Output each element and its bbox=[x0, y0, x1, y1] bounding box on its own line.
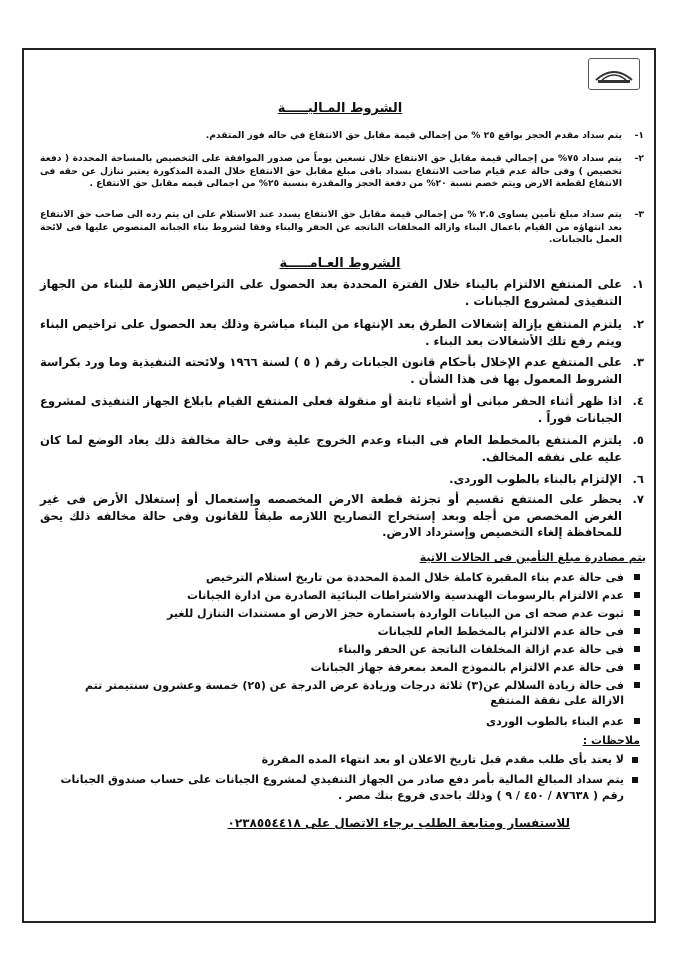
clause-number: ١- bbox=[634, 130, 644, 141]
general-clause-3 bbox=[40, 354, 644, 387]
forfeit-item bbox=[60, 606, 624, 621]
note-item bbox=[50, 752, 624, 768]
bullet-icon bbox=[632, 757, 638, 763]
forfeit-item-text: فى حالة عدم بناء المقبرة كاملة خلال المدة المحددة من تاريخ استلام الترخيص bbox=[205, 571, 624, 584]
forfeit-item bbox=[60, 678, 624, 708]
bullet-icon bbox=[634, 574, 640, 580]
clause-text: يحظر على المنتفع تقسيم أو تجزئة قطعة الارض المخصصه وإستعمال أو إستغلال الأرض فى غير الغرض المخصص من أجله وبعد إستخراج التصاريح اللازمه طبقاً للقانون وفى حالة مخالفه ذلك يحق للمحافظة إلغاء التخصيص وإسترداد الارض. bbox=[40, 492, 622, 539]
note-text: يتم سداد المبالغ المالية بأمر دفع صادر من الجهاز التنفيذي لمشروع الجبانات على حساب صندوق الجبانات رقم ( ٨٧٦٣٨ / ٤٥٠ / ٩ ) وذلك باحدى فروع بنك مصر . bbox=[60, 773, 624, 802]
forfeit-item bbox=[60, 714, 624, 729]
forfeit-item-text: عدم الالتزام بالرسومات الهندسية والاشتراطات البنائية الصادرة من ادارة الجبانات bbox=[187, 589, 624, 602]
notes-title: ملاحظات : bbox=[582, 734, 640, 747]
clause-number: ٣- bbox=[634, 209, 644, 220]
general-clause-7 bbox=[40, 491, 644, 541]
bullet-icon bbox=[634, 610, 640, 616]
forfeit-item-text: فى حالة زيادة السلالم عن(٣) ثلاثة درجات وزيادة عرض الدرجة عن (٢٥) خمسة وعشرون سنتيمتر تتم الازالة على نفقة المنتفع bbox=[85, 679, 624, 707]
general-clause-5 bbox=[40, 432, 644, 465]
financial-clause-2 bbox=[40, 153, 644, 191]
forfeit-title: يتم مصادرة مبلغ التأمين فى الحالات الاتية bbox=[419, 551, 646, 564]
clause-number: ٣. bbox=[632, 355, 644, 369]
bullet-icon bbox=[634, 718, 640, 724]
bullet-icon bbox=[634, 664, 640, 670]
forfeit-item bbox=[60, 642, 624, 657]
clause-text: الإلتزام بالبناء بالطوب الوردى. bbox=[449, 472, 622, 486]
clause-number: ٧. bbox=[632, 492, 644, 506]
forfeit-item bbox=[60, 570, 624, 585]
forfeit-item-text: عدم البناء بالطوب الوردى bbox=[486, 715, 624, 728]
clause-text: يلتزم المنتفع بالمخطط العام فى البناء وعدم الخروج علية وفى حالة مخالفة ذلك يعاد الوضع لما كان عليه على نفقه المخالف. bbox=[40, 433, 622, 464]
general-clause-4 bbox=[40, 393, 644, 426]
forfeit-item-text: فى حالة عدم الالتزام بالنموذج المعد بمعرفة جهاز الجبانات bbox=[310, 661, 624, 674]
clause-number: ٥. bbox=[632, 433, 644, 447]
clause-number: ١. bbox=[632, 277, 644, 291]
general-clause-2 bbox=[40, 316, 644, 349]
general-clause-1 bbox=[40, 276, 644, 309]
clause-text: على المنتفع عدم الإخلال بأحكام قانون الجبانات رقم ( ٥ ) لسنة ١٩٦٦ ولائحته التنفيذية وما ورد بكراسة الشروط المعمول بها فى هذا الشأن . bbox=[40, 355, 622, 386]
contact-footer: للاستفسار ومتابعة الطلب برجاء الاتصال على ٠٢٣٨٥٥٤٤١٨ bbox=[227, 816, 570, 830]
forfeit-item-text: فى حالة عدم ازالة المخلفات الناتجة عن الحفر والبناء bbox=[338, 643, 624, 656]
bullet-icon bbox=[634, 682, 640, 688]
logo-emblem-icon bbox=[592, 62, 636, 86]
clause-text: يلتزم المنتفع بإزالة إشغالات الطرق بعد الإنتهاء من البناء مباشرة وذلك بعد الحصول على تراخيص البناء ويتم رفع تلك الأشغالات بعد البناء . bbox=[40, 317, 622, 348]
general-terms-title: الشروط العـامـــــة bbox=[279, 256, 401, 271]
clause-number: ٢. bbox=[632, 317, 644, 331]
bullet-icon bbox=[634, 628, 640, 634]
financial-clause-3 bbox=[40, 209, 644, 247]
clause-text: على المنتفع الالتزام بالبناء خلال الفترة المحددة بعد الحصول على التراخيص اللازمة للبناء من الجهاز التنفيذى لمشروع الجبانات . bbox=[40, 277, 622, 308]
general-clause-6 bbox=[40, 471, 644, 488]
clause-text: يتم سداد مبلغ تأمين يساوى ٢.٥ % من إجمالي قيمة مقابل حق الانتفاع يسدد عند الاستلام على ان يتم رده الى صاحب حق الانتفاع بعد انتهاؤه من القيام باعمال البناء وازاله المخلفات الناتجه عن الحفر والبناء وفقا لشروط بناء الجبانه المنصوص عليها فى لائحة العمل بالجبانات. bbox=[40, 209, 622, 246]
clause-number: ٤. bbox=[632, 394, 644, 408]
forfeit-item-text: فى حالة عدم الالتزام بالمخطط العام للجبانات bbox=[377, 625, 624, 638]
forfeit-item bbox=[60, 624, 624, 639]
clause-text: يتم سداد مقدم الحجز بواقع ٢٥ % من إجمالي قيمة مقابل حق الانتفاع في حاله فوز المتقدم. bbox=[205, 130, 622, 141]
clause-text: يتم سداد ٧٥% من إجمالي قيمة مقابل حق الانتفاع خلال تسعين يوماً من صدور الموافقة على التخصيص بالمساحة المحددة ( دفعة تخصيص ) وفى حالة عدم قيام صاحب الانتفاع بسداد باقى مبلغ مقابل حق الانتفاع خلال المدة المذكورة يعتبر تنازل عن حقه فى الانتفاع لقطعة الارض ويتم خصم نسبة ٢٠% من دفعة الحجز والمقدرة بنسبة ٢٥% من اجمالى قيمه مقابل حق الانتفاع . bbox=[40, 153, 622, 190]
note-text: لا يعتد بأى طلب مقدم قبل تاريخ الاعلان او بعد انتهاء المده المقررة bbox=[261, 753, 624, 766]
bullet-icon bbox=[634, 592, 640, 598]
financial-terms-title: الشروط المـاليـــــة bbox=[277, 101, 403, 116]
governorate-logo bbox=[588, 58, 640, 90]
financial-clause-1 bbox=[40, 130, 644, 143]
clause-number: ٦. bbox=[632, 472, 644, 486]
forfeit-item bbox=[60, 588, 624, 603]
forfeit-item bbox=[60, 660, 624, 675]
clause-number: ٢- bbox=[634, 153, 644, 164]
bullet-icon bbox=[632, 777, 638, 783]
bullet-icon bbox=[634, 646, 640, 652]
note-item bbox=[50, 772, 624, 804]
forfeit-item-text: ثبوت عدم صحه اى من البيانات الواردة باستمارة حجز الارض او مستندات التنازل للغير bbox=[167, 607, 624, 620]
clause-text: اذا ظهر أثناء الحفر مبانى أو أشياء ثابتة أو منقولة فعلى المنتفع القيام بابلاغ الجهاز التنفيذى لمشروع الجبانات فوراً . bbox=[40, 394, 622, 425]
